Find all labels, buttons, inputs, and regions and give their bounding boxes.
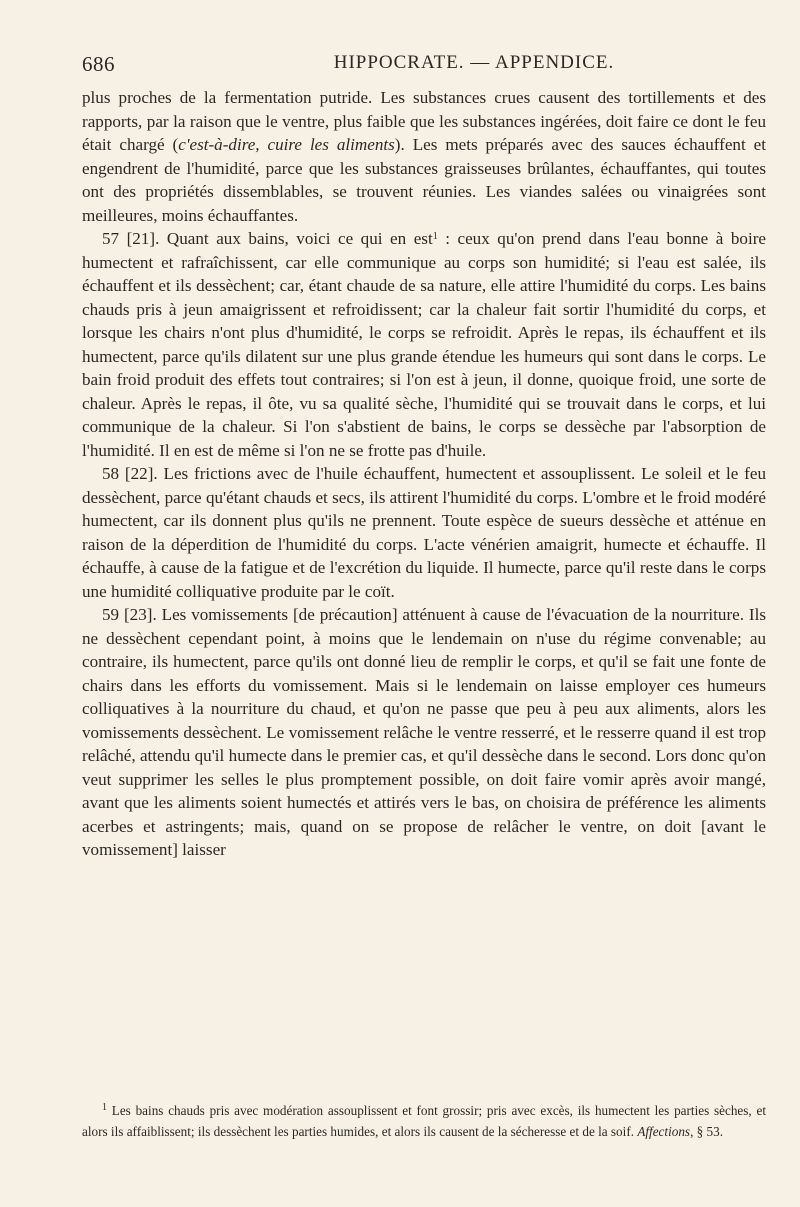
italic-gloss: c'est-à-dire, cuire les aliments [178,135,395,154]
footnote-reference: 1 [432,231,438,242]
paragraph-text: 57 [21]. Quant aux bains, voici ce qui en est [102,229,433,248]
running-title: HIPPOCRATE. — APPENDICE. [333,52,615,73]
paragraph-59: 59 [23]. Les vomissements [de précaution] atténuent à cause de l'évacuation de la nourriture. Ils ne dessèchent cependant point, à moins que le lendemain on n'use du régime convenable; au contraire, ils humectent, parce qu'ils ont donné lieu de remplir le corps, et qu'il se fait une fonte de chairs dans les efforts du vomissement. Mais si le lendemain on laisse employer ces humeurs colliquatives à la nourriture du chaud, et qu'on ne passe que peu à peu aux aliments, alors les vomissements dessèchent. Le vomissement relâche le ventre resserré, et le resserre quand il est trop relâché, attendu qu'il humecte dans le premier cas, et qu'il dessèche dans le second. Lors donc qu'on veut supprimer les selles le plus promptement possible, on doit faire vomir après avoir mangé, avant que les aliments soient humectés et attirés vers le bas, on choisira de préférence les aliments acerbes et astringents; mais, quand on se propose de relâcher le ventre, on doit [avant le vomissement] laisser [82,605,766,859]
footnote-marker: 1 [102,1102,107,1113]
paragraph-57 [82,227,766,462]
running-head [82,46,766,80]
footnote [82,1100,766,1142]
page-number: 686 [82,52,115,76]
paragraph-text: ). Les mets préparés avec des sauces échauffent et engendrent de l'humidité, parce que les substances graisseuses brûlantes, échauffantes, qui toutes ont des propriétés dissemblables, se trouvent réunies. Les viandes salées ou vinaigrées sont meilleures, moins échauffantes. [82,135,766,225]
footnote-text [82,1100,766,1142]
footnote-citation: Affections [637,1124,691,1139]
footnote-section: , § 53. [690,1124,724,1139]
paragraph-text: : ceux qu'on prend dans l'eau bonne à boire humectent et rafraîchissent, car elle communique au corps son humidité; si l'eau est salée, ils échauffent et ils dessèchent; car, étant chaude de sa nature, elle attire l'humidité du corps. Les bains chauds pris à jeun amaigrissent et refroidissent; car la chaleur fait sortir l'humidité du corps, et lorsque les chairs n'ont plus d'humidité, le corps se refroidit. Après le repas, ils échauffent et ils humectent, parce qu'ils dilatent sur une plus grande étendue les humeurs qui sont dans le corps. Le bain froid produit des effets tout contraires; si l'on est à jeun, il donne, quoique froid, une sorte de chaleur. Après le repas, il ôte, vu sa qualité sèche, l'humidité qui se trouvait dans le corps, et lui communique de la chaleur. Si l'on s'abstient de bains, le corps se dessèche par l'absorption de l'humidité. Il en est de même si l'on ne se frotte pas d'huile. [82,229,766,460]
paragraph-58: 58 [22]. Les frictions avec de l'huile échauffent, humectent et assouplissent. Le soleil et le feu dessèchent, parce qu'étant chauds et secs, ils attirent l'humidité du corps. L'ombre et le froid modéré humectent, car ils donnent plus qu'ils ne prennent. Toute espèce de sueurs dessèche et atténue en raison de la déperdition de l'humidité du corps. L'acte vénérien amaigrit, humecte et échauffe. Il échauffe, à cause de la fatigue et de l'excrétion du liquide. Il humecte, parce qu'il reste dans le corps une humidité colliquative produite par le coït. [82,464,766,601]
body-text [82,86,766,862]
paragraph-text: plus proches de la fermentation putride. Les substances crues causent des tortillements et des rapports, par la raison que le ventre, plus faible que les substances ingérées, doit faire ce dont le feu était chargé ( [82,88,766,154]
footnote-body: Les bains chauds pris avec modération assouplissent et font grossir; pris avec excès, ils humectent les parties sèches, et alors ils affaiblissent; ils dessèchent les parties humides, et alors ils causent de la sécheresse et de la soif. [82,1103,766,1139]
paragraph-continuation [82,86,766,227]
